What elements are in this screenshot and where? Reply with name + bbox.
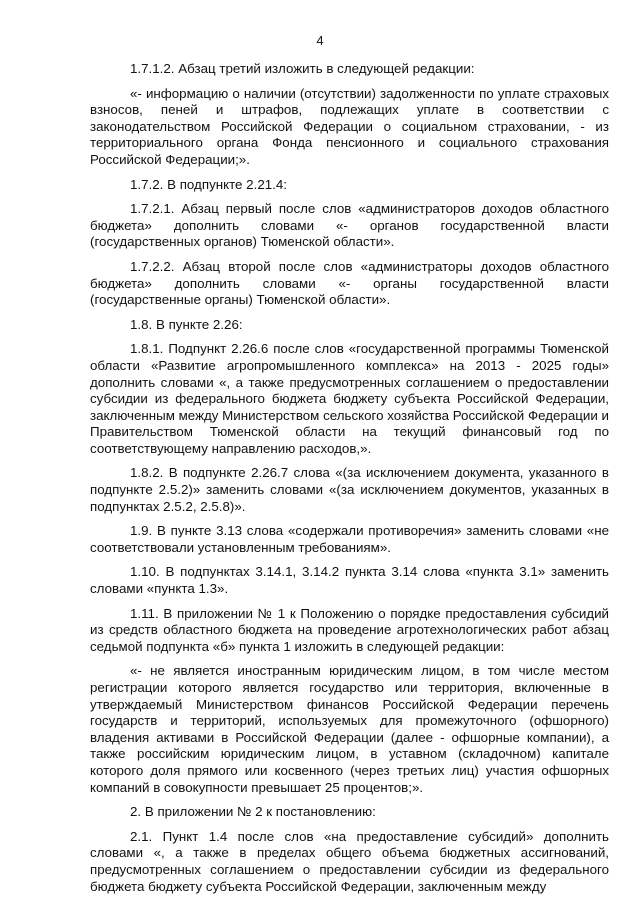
paragraph: 1.8.1. Подпункт 2.26.6 после слов «государственной программы Тюменской области «Развитие агропромышленного комплекса» на 2013 - 2025 годы» дополнить словами «, а также предусмотренных соглашением о предоставлении субсидии из федерального бюджета бюджету субъекта Российской Федерации, заключенным между Министерством сельского хозяйства Российской Федерации и Правительством Тюменской области на текущий финансовый год по соответствующему направлению расходов,». [90, 341, 609, 456]
paragraph: 1.7.2. В подпункте 2.21.4: [130, 176, 287, 192]
paragraph: 1.11. В приложении № 1 к Положению о порядке предоставления субсидий из средств областного бюджета на проведение агротехнологических работ абзац седьмой подпункта «б» пункта 1 изложить в следующей редакции: [90, 605, 609, 654]
paragraph: 1.7.2.1. Абзац первый после слов «администраторов доходов областного бюджета» дополнить словами «- органов государственной власти (государственных органов) Тюменской области». [90, 201, 609, 250]
paragraph: 2.1. Пункт 1.4 после слов «на предоставление субсидий» дополнить словами «, а также в пределах общего объема бюджетных ассигнований, предусмотренных соглашением о предоставлении субсидии из федерального бюджета бюджету субъекта Российской Федерации, заключенным между [90, 828, 609, 894]
paragraph: 1.9. В пункте 3.13 слова «содержали противоречия» заменить словами «не соответствовали установленным требованиям». [90, 523, 609, 555]
paragraph: 1.8.2. В подпункте 2.26.7 слова «(за исключением документа, указанного в подпункте 2.5.2)» заменить словами «(за исключением документов, указанных в подпунктах 2.5.2, 2.5.8)». [90, 465, 609, 514]
paragraph: 1.7.2.2. Абзац второй после слов «администраторы доходов областного бюджета» дополнить словами «- органы государственной власти (государственные органы) Тюменской области». [90, 258, 609, 308]
paragraph: 1.7.1.2. Абзац третий изложить в следующей редакции: [130, 61, 475, 76]
paragraph: 2. В приложении № 2 к постановлению: [130, 804, 376, 820]
document-body [90, 61, 609, 895]
paragraph: «- информацию о наличии (отсутствии) задолженности по уплате страховых взносов, пеней и штрафов, подлежащих уплате в соответствии с законодательством Российской Федерации о социальном страховании, - из территориального органа Фонда пенсионного и социального страхования Российской Федерации;». [90, 85, 609, 167]
page-number: 4 [316, 33, 324, 48]
paragraph: 1.10. В подпунктах 3.14.1, 3.14.2 пункта 3.14 слова «пункта 3.1» заменить словами «пункта 1.3». [90, 564, 609, 597]
paragraph: 1.8. В пункте 2.26: [130, 316, 243, 332]
paragraph: «- не является иностранным юридическим лицом, в том числе местом регистрации которого является государство или территория, включенные в утверждаемый Министерством финансов Российской Федерации перечень государств и территорий, используемых для промежуточного (офшорного) владения активами в Российской Федерации (далее - офшорные компании), а также российским юридическим лицом, в уставном (складочном) капитале которого доля прямого или косвенного (через третьих лиц) участия офшорных компаний в совокупности превышает 25 процентов;». [90, 663, 609, 795]
